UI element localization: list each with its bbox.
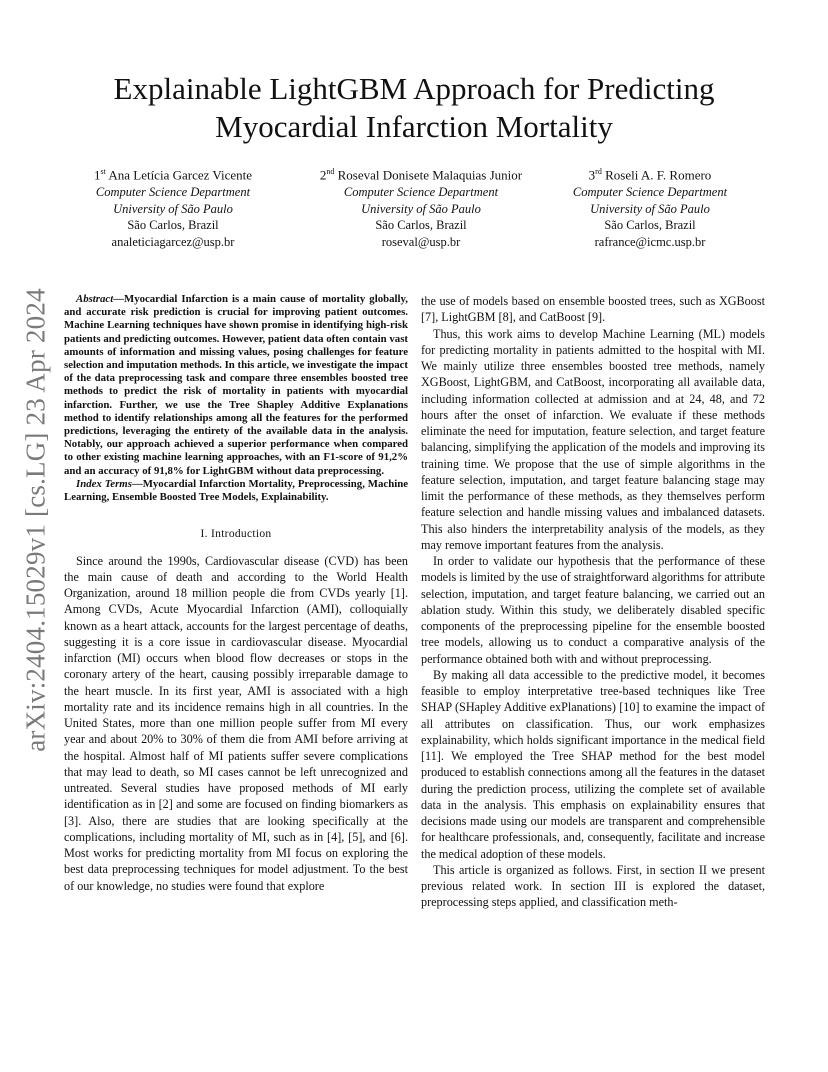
author-name: Ana Letícia Garcez Vicente — [108, 167, 253, 183]
abstract — [64, 293, 408, 504]
title-line-1: Explainable LightGBM Approach for Predicting — [113, 71, 715, 106]
title-line-2: Myocardial Infarction Mortality — [215, 109, 613, 144]
author-3: 3rd Roseli A. F. Romero Computer Science Department University of São Paulo São Carlos, Brazil rafrance@icmc.usp.br — [550, 164, 750, 251]
body-paragraph: the use of models based on ensemble boosted trees, such as XGBoost [7], LightGBM [8], and CatBoost [9]. — [421, 294, 765, 325]
body-paragraph: Since around the 1990s, Cardiovascular disease (CVD) has been the main cause of death and according to the World Health Organization, around 18 million people die from CVDs yearly [1]. Among CVDs, Acute Myocardial Infarction (AMI), colloquially known as a heart attack, accounts for the largest percentage of deaths, suggesting it is a core issue in cardiovascular disease. Myocardial infarction (MI) occurs when blood flow decreases or stops in the coronary artery of the heart, causing possibly irreparable damage to the heart muscle. In its first year, AMI is associated with a high mortality rate and its incidence remains high in all countries. In the United States, more than one million people suffer from MI every year and about 20% to 30% of them die from AMI before arriving at the hospital. Almost half of MI patients suffer severe complications that may lead to death, so MI cases cannot be left unrecognized and untreated. Several studies have proposed methods of MI early identification as in [2] and some are focused on finding biomarkers as [3]. Also, there are studies that are looking specifically at the complications, including mortality of MI, such as in [4], [5], and [6]. Most works for predicting mortality from MI focus on exploring the best data preprocessing techniques for model adjustment. To the best of our knowledge, no studies were found that explore — [64, 553, 408, 893]
abstract-label: Abstract — [76, 293, 114, 305]
author-university: University of São Paulo — [361, 201, 481, 216]
author-1: 1st Ana Letícia Garcez Vicente Computer Science Department University of São Paulo São Carlos, Brazil analeticiagarcez@usp.br — [68, 164, 278, 251]
index-terms-text: —Myocardial Infarction Mortality, Preprocessing, Machine Learning, Ensemble Boosted Tree Models, Explainability. — [64, 477, 408, 504]
author-city: São Carlos, Brazil — [127, 218, 219, 233]
arxiv-identifier: arXiv:2404.15029v1 [cs.LG] 23 Apr 2024 — [20, 288, 51, 752]
paper-title — [60, 70, 768, 146]
author-email: roseval@usp.br — [381, 235, 461, 250]
section-heading-introduction: I. Introduction — [200, 528, 272, 541]
left-column — [64, 293, 408, 894]
author-department: Computer Science Department — [343, 185, 499, 200]
body-paragraph: In order to validate our hypothesis that the performance of these models is limited by the use of straightforward algorithms for attribute selection, imputation, and target feature balancing, we carried out an ablation study. Within this study, we deliberately disabled specific components of the preprocessing pipeline for the ensemble boosted tree models, allowing us to conduct a comparative analysis of the performance obtained both with and without preprocessing. — [421, 554, 765, 666]
body-paragraph: This article is organized as follows. First, in section II we present previous related work. In section III is explored the dataset, preprocessing steps applied, and classification meth- — [421, 862, 765, 910]
abstract-text: —Myocardial Infarction is a main cause of mortality globally, and accurate risk prediction is crucial for improving patient outcomes. Machine Learning techniques have shown promise in identifying high-risk patients and predicting outcomes. However, patient data often contain vast amounts of information and missing values, posing challenges for feature selection and imputation methods. In this article, we investigate the impact of the data preprocessing task and compare three ensembles boosted tree methods to predict the risk of mortality in patients with myocardial infarction. Further, we use the Tree Shapley Additive Explanations method to identify relationships among all the features for the performed predictions, leveraging the entirety of the available data in the analysis. Notably, our approach achieved a superior performance when compared to other existing machine learning approaches, with an F1-score of 91,2% and an accuracy of 91,8% for LightGBM without data preprocessing. — [64, 293, 408, 477]
author-city: São Carlos, Brazil — [375, 218, 467, 233]
right-column — [421, 293, 765, 911]
author-department: Computer Science Department — [95, 185, 251, 200]
arxiv-sidebar — [14, 280, 58, 760]
author-university: University of São Paulo — [113, 201, 233, 216]
author-block — [60, 164, 768, 248]
author-department: Computer Science Department — [572, 185, 728, 200]
author-university: University of São Paulo — [590, 201, 710, 216]
body-paragraph: By making all data accessible to the predictive model, it becomes feasible to employ interpretative tree-based techniques like Tree SHAP (SHapley Additive exPlanations) [10] to examine the impact of all attributes on classification. Thus, our work emphasizes explainability, which holds significant importance in the medical field [11]. We employed the Tree SHAP method for the best model produced to establish connections among all the features in the dataset during the prediction process, utilizing the complete set of available data in the analysis. This emphasis on explainability ensures that decisions made using our models are transparent and comprehensible for healthcare professionals, and, consequently, facilitate and increase the medical adoption of these models. — [421, 667, 765, 861]
author-email: analeticiagarcez@usp.br — [111, 235, 235, 250]
author-name: Roseli A. F. Romero — [605, 167, 712, 183]
index-terms-label: Index Terms — [76, 477, 132, 490]
author-2: 2nd Roseval Donisete Malaquias Junior Computer Science Department University of São Paulo São Carlos, Brazil roseval@usp.br — [296, 164, 546, 251]
author-city: São Carlos, Brazil — [604, 218, 696, 233]
author-name: Roseval Donisete Malaquias Junior — [337, 167, 523, 183]
author-email: rafrance@icmc.usp.br — [594, 235, 706, 250]
body-paragraph: Thus, this work aims to develop Machine Learning (ML) models for predicting mortality in patients admitted to the hospital with MI. We mainly utilize three ensembles boosted tree methods, namely XGBoost, LightGBM, and CatBoost, incorporating all available data, including information collected at admission and at 24, 48, and 72 hours after the onset of infarction. We evaluate if these methods eliminate the need for imputation, feature selection, and target feature balancing, simplifying the application of the models and improving its training time. We propose that the use of simple algorithms in the feature selection, imputation, and target feature balancing stage may limit the performance of these methods, as they themselves perform feature selection and handle missing values and imbalanced datasets. This also hinders the interpretability analysis of the models, as they may remove important features from the analysis. — [421, 326, 765, 552]
